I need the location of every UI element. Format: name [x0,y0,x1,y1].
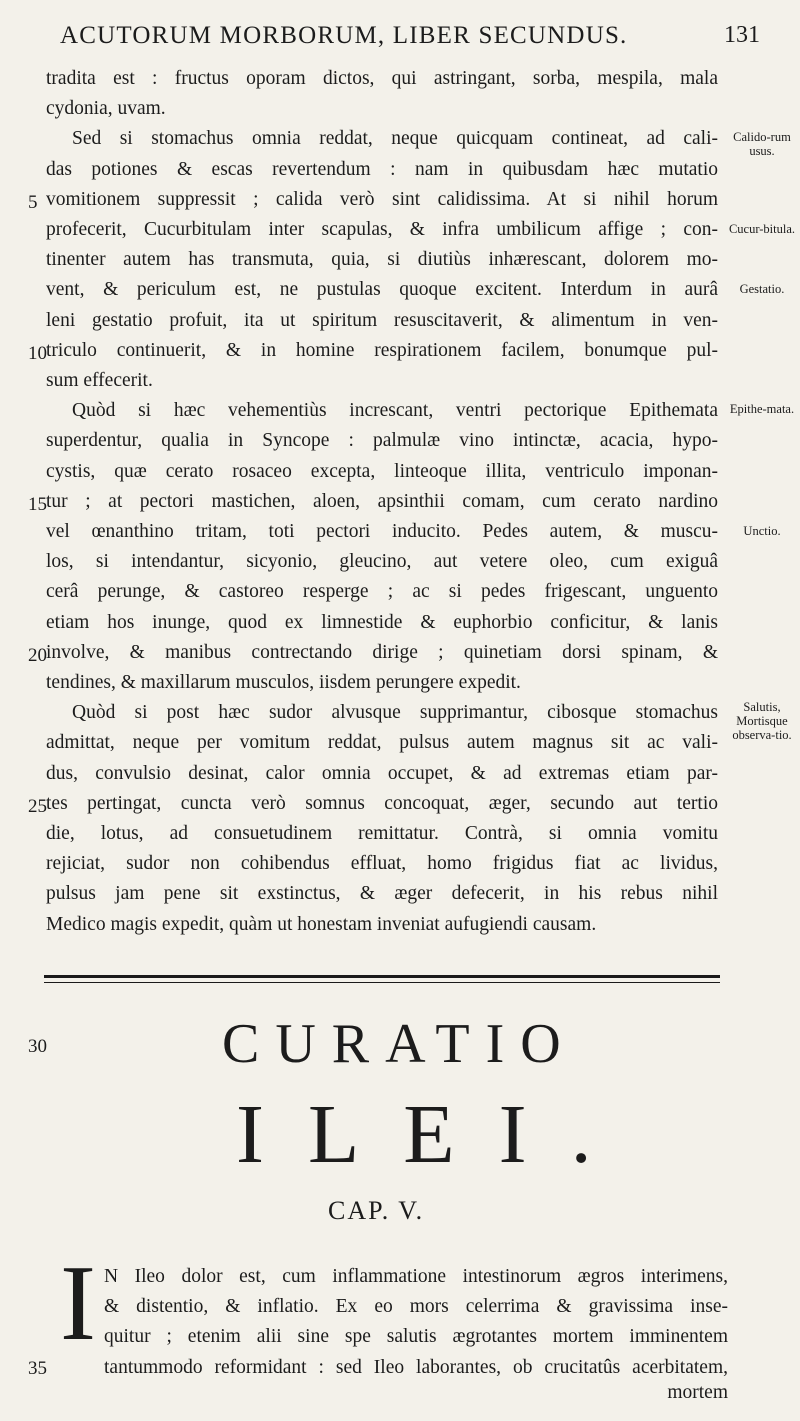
text-line: cystis, quæ cerato rosaceo excepta, linteoque illita, ventriculo imponan- [46,460,718,482]
text-line: sum effecerit. [46,370,153,392]
text-line: vomitionem suppressit ; calida verò sint calidissima. At si nihil horum [46,188,718,210]
text-line: superdentur, qualia in Syncope : palmulæ vino intinctæ, acacia, hypo- [46,430,718,452]
text-line: cydonia, uvam. [46,98,166,120]
line-number: 25 [28,796,47,817]
text-line: involve, & manibus contrectando dirige ; quinetiam dorsi spinam, & [46,641,718,663]
text-line: tinenter autem has transmuta, quia, si diutiùs inhærescant, dolorem mo- [46,249,718,271]
text-line: pulsus jam pene sit exstinctus, & æger defecerit, in his rebus nihil [46,883,718,905]
section-rule [44,975,720,978]
text-line: die, lotus, ad consuetudinem remittatur. Contrà, si omnia vomitu [46,823,718,845]
text-line: tradita est : fructus oporam dictos, qui astringant, sorba, mespila, mala [46,68,718,89]
page-number: 131 [724,22,760,48]
drop-cap: I [60,1244,96,1363]
text-line: Quòd si hæc vehementiùs increscant, ventri pectorique Epithemata [72,400,718,422]
text-line: rejiciat, sudor non cohibendus effluat, homo frigidus fiat ac lividus, [46,853,718,875]
margin-note: Epithe-mata. [729,402,795,416]
line-number: 15 [28,494,47,515]
text-line: & distentio, & inflatio. Ex eo mors celerrima & gravissima inse- [104,1296,728,1318]
text-line: profecerit, Cucurbitulam inter scapulas, & infra umbilicum affige ; con- [46,219,718,241]
running-head: ACUTORUM MORBORUM, LIBER SECUNDUS. [60,22,628,49]
margin-note: Calido-rum usus. [733,130,791,158]
text-line: tantummodo reformidant : sed Ileo laborantes, ob crucitatûs acerbitatem, [104,1356,728,1378]
line-number: 5 [28,192,38,213]
catchword: mortem [667,1382,728,1403]
text-line: admittat, neque per vomitum reddat, pulsus autem magnus sit ac vali- [46,732,718,754]
margin-note: Cucur-bitula. [728,222,796,236]
chapter-heading: CAP. V. [328,1196,425,1225]
text-line: leni gestatio profuit, ita ut spiritum resuscitaverit, & alimentum in ven- [46,309,718,331]
section-subtitle: ILEI. [236,1088,636,1181]
main-text [46,64,718,940]
text-line: quitur ; etenim alii sine spe salutis ægrotantes mortem imminentem [104,1326,728,1348]
text-line: tur ; at pectori mastichen, aloen, apsinthii comam, cum cerato nardino [46,490,718,512]
text-line: Sed si stomachus omnia reddat, neque quicquam contineat, ad cali- [72,128,718,150]
text-line: das potiones & escas revertendum : nam in quibusdam hæc mutatio [46,158,718,180]
text-line: Quòd si post hæc sudor alvusque supprimantur, cibosque stomachus [72,702,718,724]
text-line: vel œnanthino tritam, toti pectori inducito. Pedes autem, & muscu- [46,521,718,543]
text-line: etiam hos inunge, quod ex limnestide & euphorbio conficitur, & lanis [46,611,718,633]
line-number: 30 [28,1036,47,1057]
text-line: cerâ perunge, & castoreo resperge ; ac si pedes frigescant, unguento [46,581,718,603]
text-line: N Ileo dolor est, cum inflammatione intestinorum ægros interimens, [104,1266,728,1287]
line-number: 10 [28,343,47,364]
text-line: dus, convulsio desinat, calor omnia occupet, & ad extremas etiam par- [46,762,718,784]
text-line: Medico magis expedit, quàm ut honestam inveniat aufugiendi causam. [46,913,597,935]
text-line: tes pertingat, cuncta verò somnus concoquat, æger, secundo aut tertio [46,792,718,814]
chapter-text [104,1262,728,1383]
margin-note: Gestatio. [739,282,785,296]
page-header [60,22,760,56]
margin-note: Unctio. [743,524,781,538]
section-rule-thin [44,982,720,983]
section-title: CURATIO [222,1013,577,1075]
text-line: los, si intendantur, sicyonio, gleucino, aut vetere oleo, cum exiguâ [46,551,718,573]
text-line: tendines, & maxillarum musculos, iisdem perungere expedit. [46,672,521,694]
line-number: 20 [28,645,47,666]
text-line: triculo continuerit, & in homine respirationem facilem, bonumque pul- [46,339,718,361]
line-number: 35 [28,1358,47,1379]
margin-note: Salutis, Mortisque observa-tio. [732,700,792,742]
text-line: vent, & periculum est, ne pustulas quoque excitent. Interdum in aurâ [46,279,718,301]
